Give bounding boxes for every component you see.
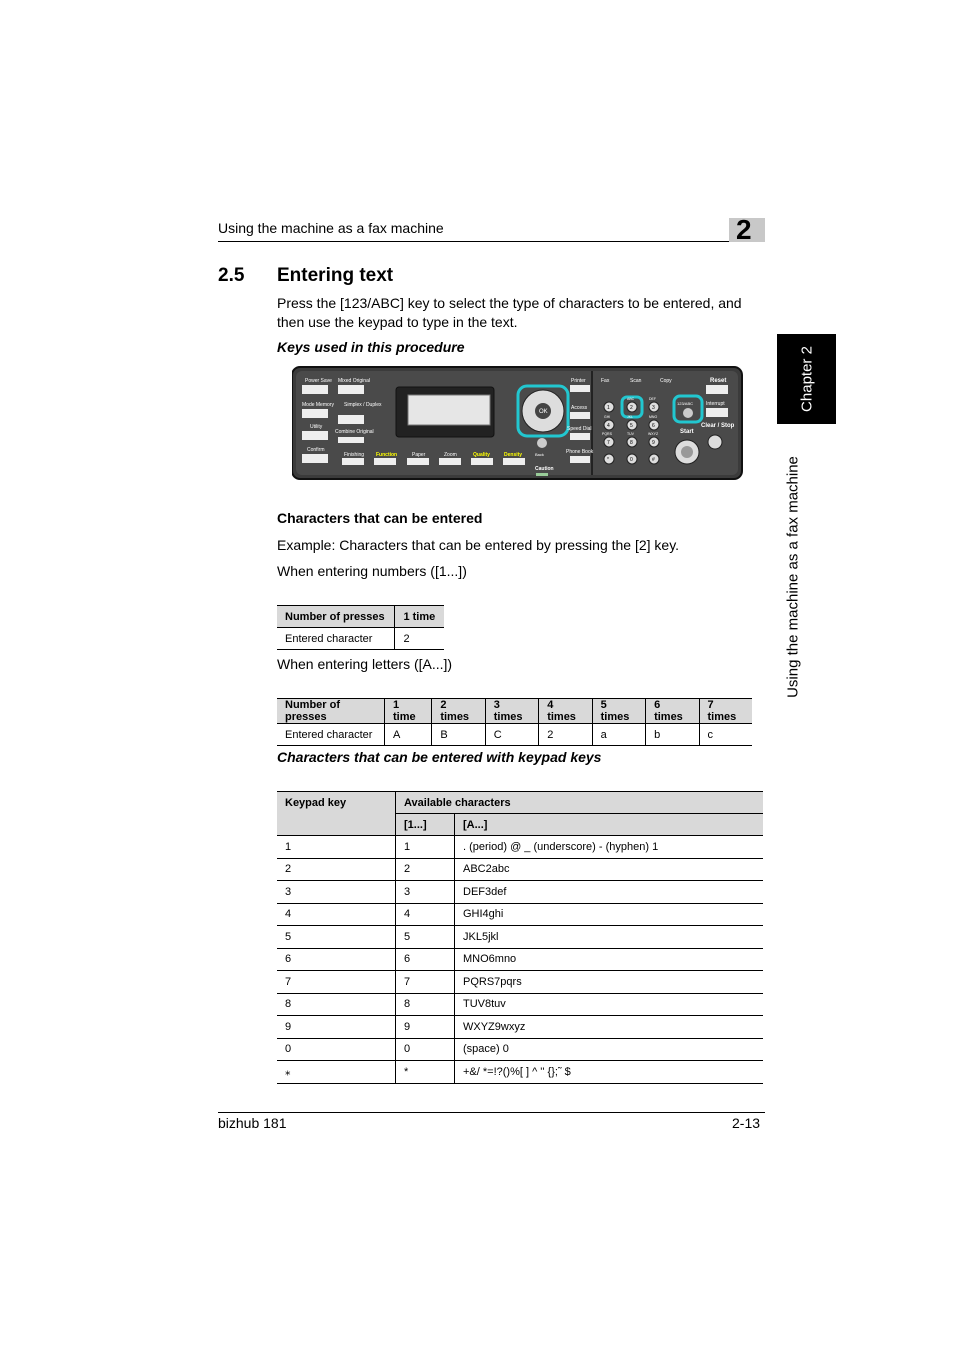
svg-text:OK: OK (539, 409, 548, 415)
svg-text:Mixed Original: Mixed Original (338, 378, 370, 384)
table-cell: . (period) @ _ (underscore) - (hyphen) 1 (455, 836, 764, 859)
footer-rule (218, 1112, 765, 1113)
table-cell: 3 (396, 881, 455, 904)
table-cell: 6 (277, 948, 396, 971)
table-cell: 2 (539, 724, 592, 746)
footer-product: bizhub 181 (218, 1115, 287, 1131)
table-cell: TUV8tuv (455, 993, 764, 1016)
table-header-row (277, 792, 763, 814)
svg-text:Combine Original: Combine Original (335, 429, 374, 435)
svg-text:Speed Dial: Speed Dial (567, 426, 592, 432)
table-cell: 8 (277, 993, 396, 1016)
svg-text:*: * (607, 457, 609, 463)
svg-text:Zoom: Zoom (444, 452, 457, 458)
table-cell: a (592, 724, 645, 746)
table-header-cell: Available characters (396, 792, 764, 814)
table-cell: DEF3def (455, 881, 764, 904)
footer-page-number: 2-13 (732, 1115, 761, 1131)
svg-text:1: 1 (607, 405, 610, 411)
table-row (277, 926, 763, 949)
svg-text:123/ABC: 123/ABC (677, 401, 694, 406)
table-cell: 2 (277, 858, 396, 881)
svg-text:DEF: DEF (649, 397, 656, 401)
side-title-box (777, 424, 809, 729)
svg-text:Printer: Printer (571, 378, 586, 384)
table-cell: 8 (396, 993, 455, 1016)
svg-text:JKL: JKL (627, 415, 634, 419)
table-header-cell: [A...] (455, 814, 764, 836)
intro-paragraph: Press the [123/ABC] key to select the type of characters to be entered, and then use the keypad to type in the text. (277, 295, 742, 330)
table-cell: (space) 0 (455, 1038, 764, 1061)
section-title: Entering text (277, 265, 394, 286)
svg-text:9: 9 (652, 440, 655, 446)
svg-text:Copy: Copy (660, 378, 672, 384)
svg-text:Clear / Stop: Clear / Stop (701, 423, 735, 429)
svg-text:Quality: Quality (473, 452, 490, 458)
table-header-cell: Keypad key (277, 792, 396, 836)
table-header-cell: 3 times (485, 699, 538, 724)
table-cell: +&/ *=!?()%[ ] ^ '' {};˜ $ (455, 1061, 764, 1084)
table-cell: b (646, 724, 699, 746)
table-cell: 9 (396, 1016, 455, 1039)
table-cell: ABC2abc (455, 858, 764, 881)
table-cell: 2 (395, 628, 444, 650)
table-row (277, 881, 763, 904)
svg-text:Start: Start (680, 429, 694, 435)
table-row (277, 1016, 763, 1039)
svg-text:Caution: Caution (535, 466, 554, 472)
letters-mode-table (277, 698, 752, 746)
table-header-cell: Number of presses (277, 606, 395, 628)
letters-mode-label: When entering letters ([A...]) (277, 656, 453, 672)
table-header-cell: [1...] (396, 814, 455, 836)
svg-text:7: 7 (607, 440, 610, 446)
svg-text:#: # (652, 457, 655, 463)
section-number: 2.5 (218, 265, 245, 286)
svg-text:ABC: ABC (627, 397, 635, 401)
table-cell: 4 (396, 903, 455, 926)
svg-text:8: 8 (630, 440, 633, 446)
table-header-cell: 6 times (646, 699, 699, 724)
keypad-heading: Characters that can be entered with keypad keys (277, 749, 602, 765)
numbers-mode-table (277, 605, 444, 650)
svg-text:MNO: MNO (649, 415, 658, 419)
table-cell: 3 (277, 881, 396, 904)
svg-text:Phone Book: Phone Book (566, 449, 594, 455)
svg-text:Utility: Utility (310, 424, 323, 430)
table-cell: 7 (396, 971, 455, 994)
table-cell: PQRS7pqrs (455, 971, 764, 994)
svg-text:Power Save: Power Save (305, 378, 332, 384)
chapter-number: 2 (736, 214, 752, 245)
table-cell: JKL5jkl (455, 926, 764, 949)
table-header-cell: 1 time (385, 699, 432, 724)
table-cell: 6 (396, 948, 455, 971)
svg-text:Density: Density (504, 452, 523, 458)
table-header-row (277, 699, 752, 724)
table-cell: 1 (396, 836, 455, 859)
svg-text:Mode Memory: Mode Memory (302, 402, 334, 408)
table-cell: 1 (277, 836, 396, 859)
side-chapter-label-box (777, 334, 836, 424)
table-row (277, 836, 763, 859)
table-cell: A (385, 724, 432, 746)
header-rule (218, 241, 765, 242)
svg-text:6: 6 (652, 423, 655, 429)
svg-text:TUV: TUV (627, 432, 634, 436)
svg-text:Access: Access (571, 405, 588, 411)
keys-heading: Keys used in this procedure (277, 339, 465, 355)
svg-text:0: 0 (630, 457, 633, 463)
table-row (277, 628, 444, 650)
table-cell: MNO6mno (455, 948, 764, 971)
table-row (277, 903, 763, 926)
characters-heading: Characters that can be entered (277, 510, 483, 526)
svg-text:Paper: Paper (412, 452, 426, 458)
table-header-cell: 2 times (432, 699, 485, 724)
table-cell: 0 (277, 1038, 396, 1061)
table-cell: GHI4ghi (455, 903, 764, 926)
svg-text:Interrupt: Interrupt (706, 401, 725, 407)
svg-text:Function: Function (376, 452, 398, 458)
control-panel-illustration (292, 365, 744, 482)
numbers-mode-label: When entering numbers ([1...]) (277, 563, 467, 579)
svg-text:5: 5 (630, 423, 633, 429)
svg-text:Scan: Scan (630, 378, 642, 384)
svg-text:Confirm: Confirm (307, 447, 325, 453)
table-row (277, 1061, 763, 1084)
table-cell: 5 (277, 926, 396, 949)
table-cell: 9 (277, 1016, 396, 1039)
svg-text:3: 3 (652, 405, 655, 411)
svg-text:Fax: Fax (601, 378, 610, 384)
table-row (277, 858, 763, 881)
table-cell: ⁎ (277, 1061, 396, 1084)
table-header-cell: 7 times (699, 699, 752, 724)
table-cell: * (396, 1061, 455, 1084)
table-cell: C (485, 724, 538, 746)
table-row (277, 948, 763, 971)
svg-text:Back: Back (535, 452, 544, 457)
svg-text:Finishing: Finishing (344, 452, 365, 458)
table-cell: Entered character (277, 628, 395, 650)
keypad-table-body (277, 836, 763, 1084)
table-cell: 5 (396, 926, 455, 949)
example-text: Example: Characters that can be entered by pressing the [2] key. (277, 537, 680, 553)
table-cell: B (432, 724, 485, 746)
table-cell: 2 (396, 858, 455, 881)
side-chapter-label: Chapter 2 (798, 346, 815, 412)
table-header-cell: 1 time (395, 606, 444, 628)
table-cell: Entered character (277, 724, 385, 746)
svg-text:WXYZ: WXYZ (648, 432, 659, 436)
table-header-row (277, 606, 444, 628)
keypad-characters-table (277, 791, 763, 1084)
table-cell: c (699, 724, 752, 746)
running-header: Using the machine as a fax machine (218, 220, 444, 236)
svg-text:Reset: Reset (710, 378, 727, 384)
table-cell: 7 (277, 971, 396, 994)
svg-text:4: 4 (607, 423, 610, 429)
table-row (277, 993, 763, 1016)
table-row (277, 971, 763, 994)
table-header-cell: 4 times (539, 699, 592, 724)
table-row (277, 1038, 763, 1061)
side-title-label: Using the machine as a fax machine (784, 455, 802, 698)
svg-text:2: 2 (630, 405, 633, 411)
table-header-cell: 5 times (592, 699, 645, 724)
table-cell: WXYZ9wxyz (455, 1016, 764, 1039)
svg-text:PQRS: PQRS (602, 432, 612, 436)
table-cell: 0 (396, 1038, 455, 1061)
svg-text:GHI: GHI (604, 415, 611, 419)
table-header-cell: Number of presses (277, 699, 385, 724)
svg-text:Simplex / Duplex: Simplex / Duplex (344, 402, 382, 408)
table-row (277, 724, 752, 746)
table-cell: 4 (277, 903, 396, 926)
